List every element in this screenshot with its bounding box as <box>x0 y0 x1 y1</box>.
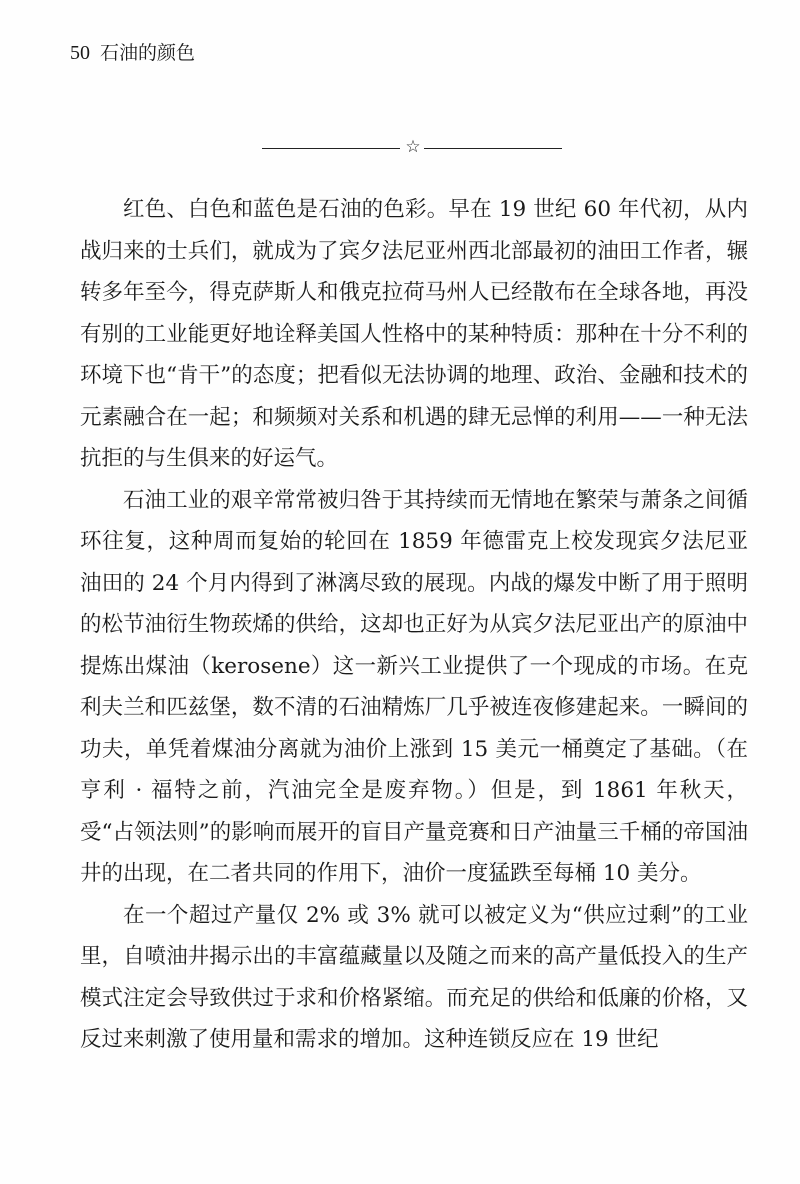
section-divider <box>262 138 562 158</box>
book-title: 石油的颜色 <box>100 42 196 64</box>
divider-rule-right <box>424 148 562 149</box>
paragraph: 红色、白色和蓝色是石油的色彩。早在 19 世纪 60 年代初，从内战归来的士兵们，就成为了宾夕法尼亚州西北部最初的油田工作者，辗转多年至今，得克萨斯人和俄克拉荷马州人已经散布在全球各地，再没有别的工业能更好地诠释美国人性格中的某种特质：那种在十分不利的环境下也“肯干”的态度；把看似无法协调的地理、政治、金融和技术的元素融合在一起；和频频对关系和机遇的肆无忌惮的利用——一种无法抗拒的与生俱来的好运气。 <box>80 197 748 471</box>
paragraph: 石油工业的艰辛常常被归咎于其持续而无情地在繁荣与萧条之间循环往复，这种周而复始的轮回在 1859 年德雷克上校发现宾夕法尼亚油田的 24 个月内得到了淋漓尽致的展现。内战的爆发中断了用于照明的松节油衍生物莰烯的供给，这却也正好为从宾夕法尼亚出产的原油中提炼出煤油（kerosene）这一新兴工业提供了一个现成的市场。在克利夫兰和匹兹堡，数不清的石油精炼厂几乎被连夜修建起来。一瞬间的功夫，单凭着煤油分离就为油价上涨到 15 美元一桶奠定了基础。（在亨利 · 福特之前，汽油完全是废弃物。）但是，到 1861 年秋天，受“占领法则”的影响而展开的盲目产量竞赛和日产油量三千桶的帝国油井的出现，在二者共同的作用下，油价一度猛跌至每桶 10 美分。 <box>80 487 748 886</box>
body-text <box>80 189 748 1061</box>
divider-rule-left <box>262 148 400 149</box>
star-icon: ☆ <box>405 137 421 157</box>
paragraph: 在一个超过产量仅 2% 或 3% 就可以被定义为“供应过剩”的工业里，自喷油井揭示出的丰富蕴藏量以及随之而来的高产量低投入的生产模式注定会导致供过于求和价格紧缩。而充足的供给和低廉的价格，又反过来刺激了使用量和需求的增加。这种连锁反应在 19 世纪 <box>80 902 748 1052</box>
running-header <box>70 40 195 66</box>
page-number: 50 <box>70 42 90 64</box>
